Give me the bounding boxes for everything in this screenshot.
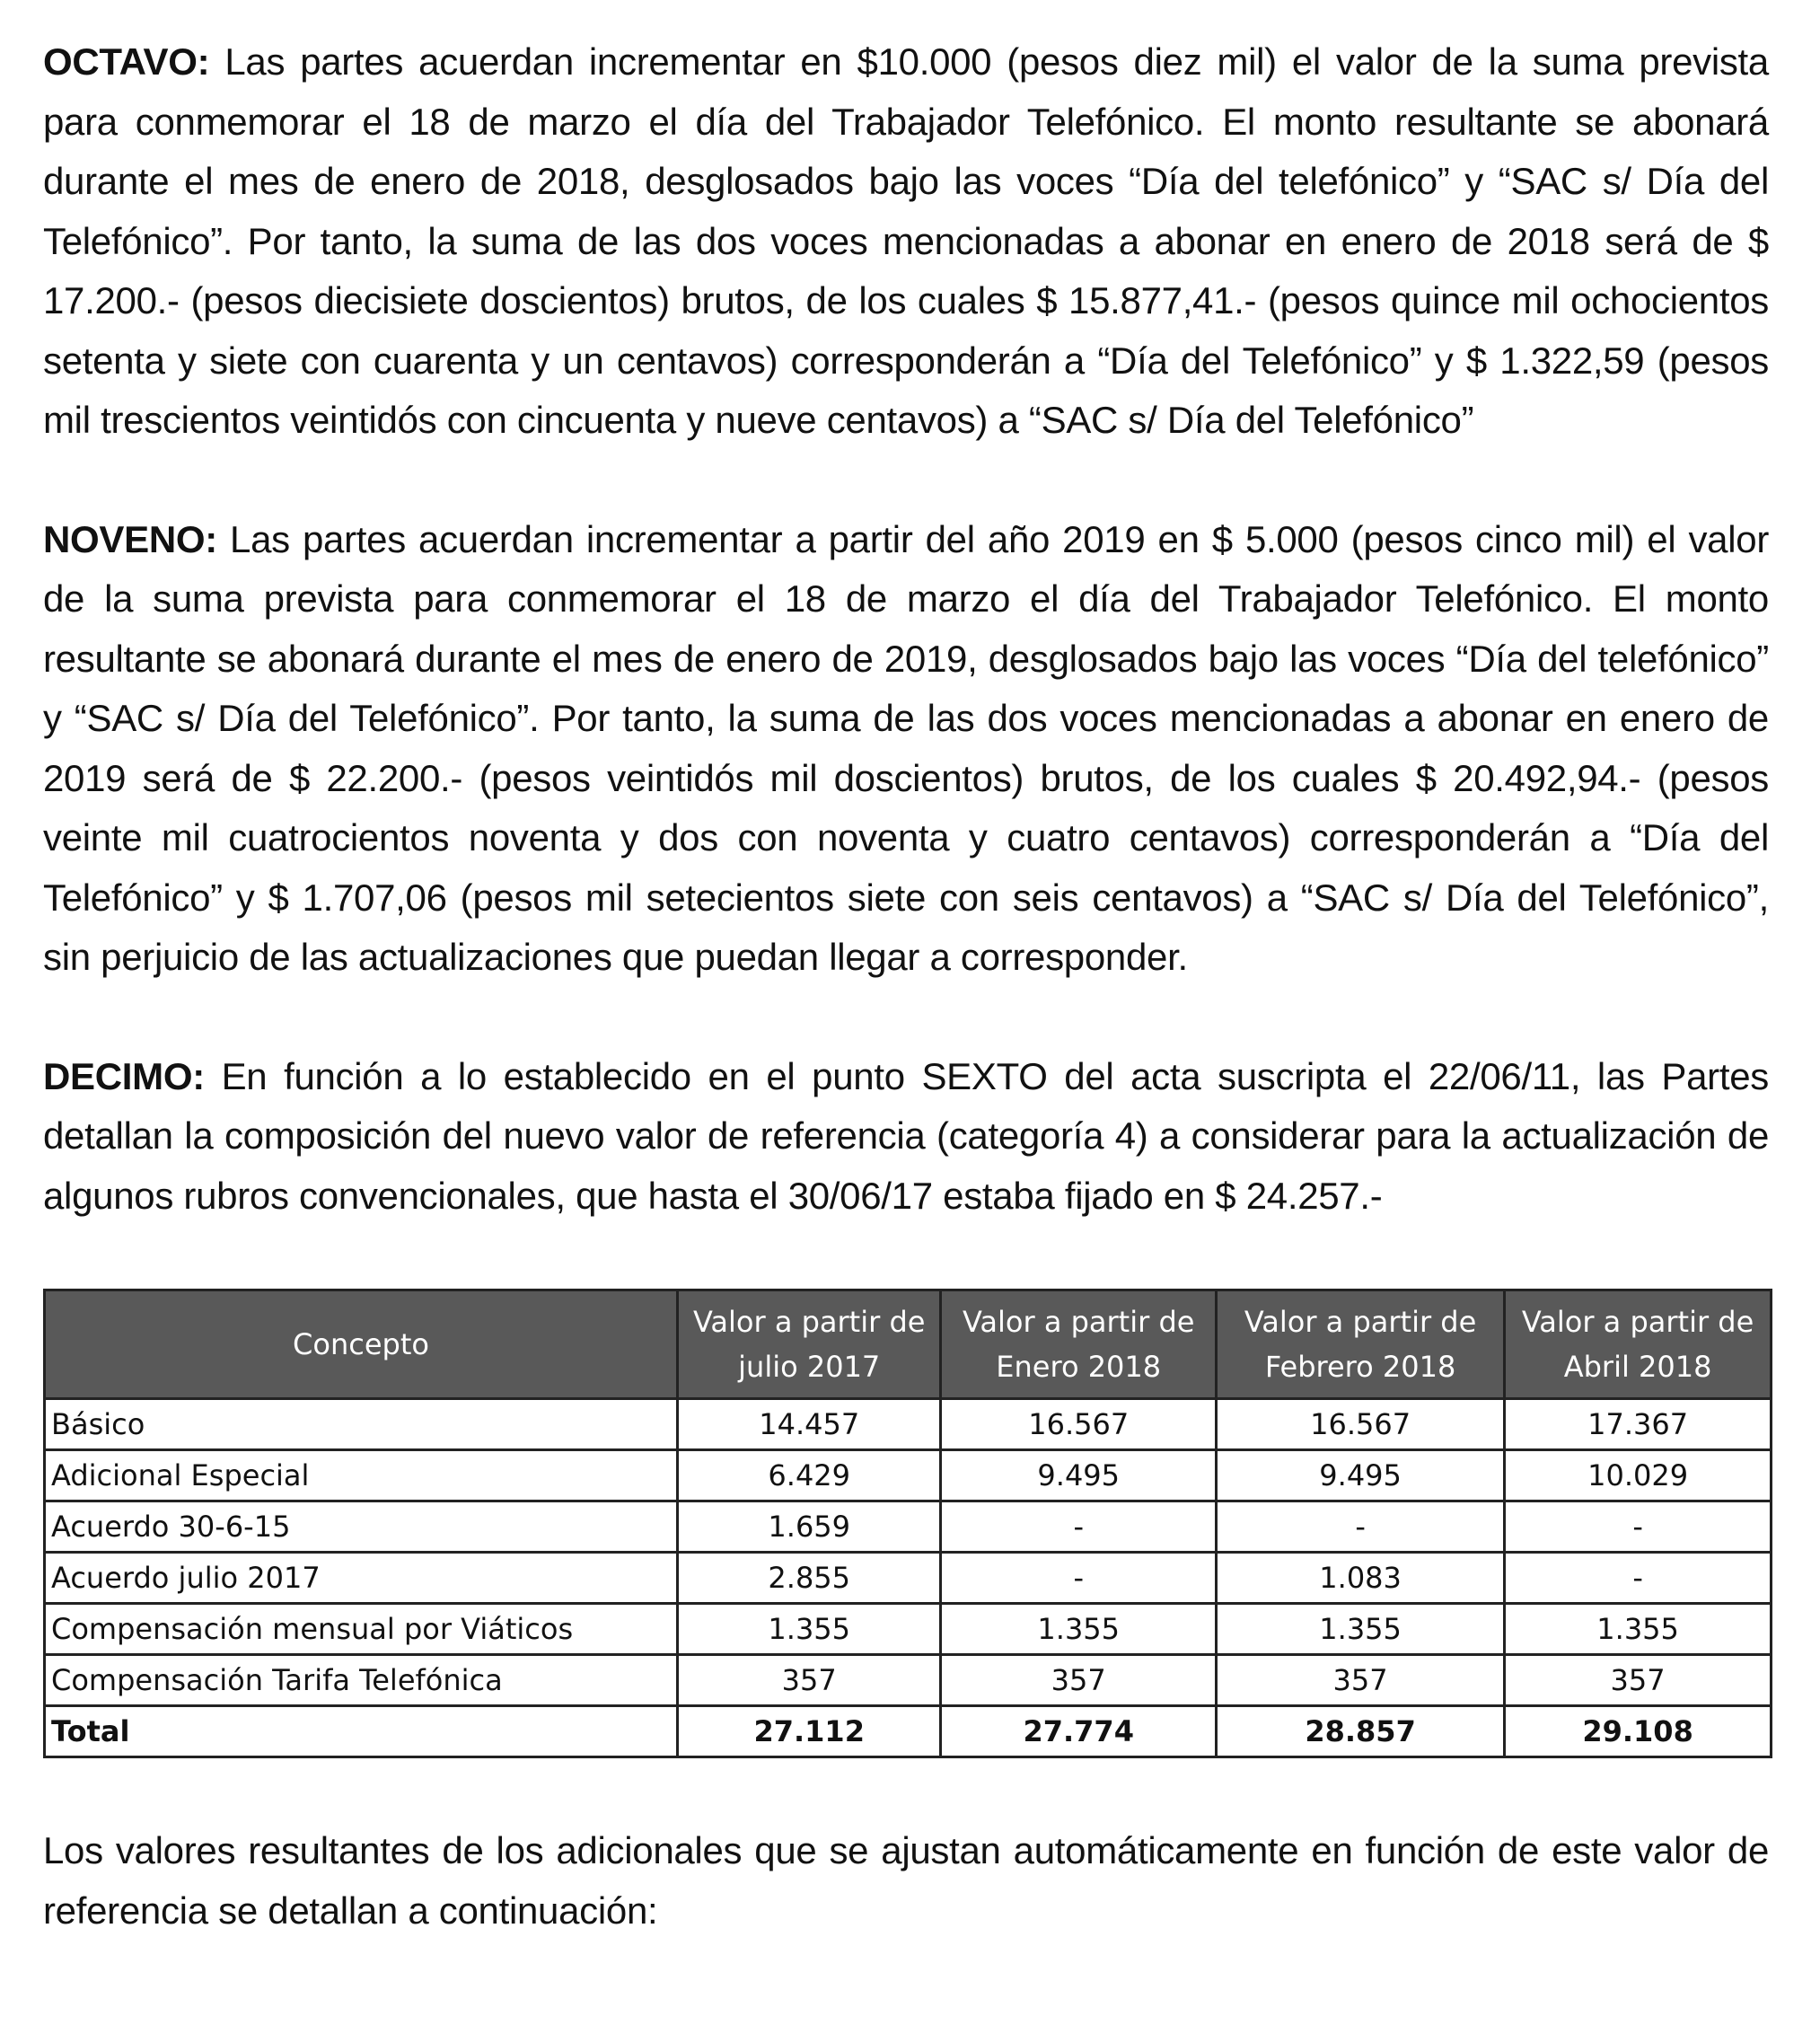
row-value: 357	[1505, 1655, 1772, 1706]
total-label: Total	[45, 1706, 678, 1757]
row-value: 1.355	[1505, 1604, 1772, 1655]
header-enero-2018: Valor a partir de Enero 2018	[941, 1290, 1217, 1399]
noveno-text: Las partes acuerdan incrementar a partir del año 2019 en $ 5.000 (pesos cinco mil) el valor de la suma prevista para conmemorar el 18 de marzo el día del Trabajador Telefónico. El monto resultante se abonará durante el mes de enero de 2019, desglosados bajo las voces “Día del telefónico” y “SAC s/ Día del Telefónico”. Por tanto, la suma de las dos voces mencionadas a abonar en enero de 2019 será de $ 22.200.- (pesos veintidós mil doscientos) brutos, de los cuales $ 20.492,94.- (pesos veinte mil cuatrocientos noventa y dos con noventa y cuatro centavos) corresponderán a “Día del Telefónico” y $ 1.707,06 (pesos mil setecientos siete con seis centavos) a “SAC s/ Día del Telefónico”, sin perjuicio de las actualizaciones que puedan llegar a corresponder.	[43, 517, 1769, 978]
table-row	[45, 1604, 1772, 1655]
paragraph-noveno	[43, 510, 1769, 988]
octavo-heading: OCTAVO:	[43, 40, 210, 83]
row-value: 9.495	[1217, 1450, 1505, 1501]
row-value: 1.355	[1217, 1604, 1505, 1655]
header-febrero-2018: Valor a partir de Febrero 2018	[1217, 1290, 1505, 1399]
row-value: 1.355	[941, 1604, 1217, 1655]
row-concept: Acuerdo julio 2017	[45, 1553, 678, 1604]
noveno-heading: NOVENO:	[43, 517, 217, 560]
row-value: 6.429	[678, 1450, 941, 1501]
row-value: 1.083	[1217, 1553, 1505, 1604]
row-value: -	[1217, 1501, 1505, 1553]
row-value: 357	[678, 1655, 941, 1706]
row-value: 16.567	[941, 1399, 1217, 1450]
row-value: 17.367	[1505, 1399, 1772, 1450]
row-concept: Adicional Especial	[45, 1450, 678, 1501]
document-page	[43, 32, 1769, 1941]
row-value: -	[1505, 1553, 1772, 1604]
row-value: -	[941, 1501, 1217, 1553]
reference-value-table	[43, 1289, 1772, 1758]
row-value: 9.495	[941, 1450, 1217, 1501]
total-value: 27.112	[678, 1706, 941, 1757]
octavo-text: Las partes acuerdan incrementar en $10.000 (pesos diez mil) el valor de la suma prevista para conmemorar el 18 de marzo el día del Trabajador Telefónico. El monto resultante se abonará durante el mes de enero de 2018, desglosados bajo las voces “Día del telefónico” y “SAC s/ Día del Telefónico”. Por tanto, la suma de las dos voces mencionadas a abonar en enero de 2018 será de $ 17.200.- (pesos diecisiete doscientos) brutos, de los cuales $ 15.877,41.- (pesos quince mil ochocientos setenta y siete con cuarenta y un centavos) corresponderán a “Día del Telefónico” y $ 1.322,59 (pesos mil trescientos veintidós con cincuenta y nueve centavos) a “SAC s/ Día del Telefónico”	[43, 40, 1769, 441]
row-value: -	[941, 1553, 1217, 1604]
paragraph-decimo	[43, 1047, 1769, 1227]
row-value: 1.355	[678, 1604, 941, 1655]
row-value: 2.855	[678, 1553, 941, 1604]
decimo-text: En función a lo establecido en el punto SEXTO del acta suscripta el 22/06/11, las Partes detallan la composición del nuevo valor de referencia (categoría 4) a considerar para la actualización de algunos rubros convencionales, que hasta el 30/06/17 estaba fijado en $ 24.257.-	[43, 1054, 1769, 1217]
row-value: 357	[1217, 1655, 1505, 1706]
table-row	[45, 1399, 1772, 1450]
header-concepto: Concepto	[45, 1290, 678, 1399]
table-row	[45, 1450, 1772, 1501]
table-row	[45, 1553, 1772, 1604]
row-concept: Básico	[45, 1399, 678, 1450]
row-concept: Compensación mensual por Viáticos	[45, 1604, 678, 1655]
table-row	[45, 1501, 1772, 1553]
paragraph-octavo	[43, 32, 1769, 451]
paragraph-closing: Los valores resultantes de los adicionales que se ajustan automáticamente en función de este valor de referencia se detallan a continuación:	[43, 1829, 1769, 1932]
row-value: 14.457	[678, 1399, 941, 1450]
table-header-row	[45, 1290, 1772, 1399]
table-row	[45, 1655, 1772, 1706]
total-value: 28.857	[1217, 1706, 1505, 1757]
row-value: -	[1505, 1501, 1772, 1553]
total-value: 27.774	[941, 1706, 1217, 1757]
row-concept: Acuerdo 30-6-15	[45, 1501, 678, 1553]
header-abril-2018: Valor a partir de Abril 2018	[1505, 1290, 1772, 1399]
row-concept: Compensación Tarifa Telefónica	[45, 1655, 678, 1706]
row-value: 10.029	[1505, 1450, 1772, 1501]
header-julio-2017: Valor a partir de julio 2017	[678, 1290, 941, 1399]
row-value: 1.659	[678, 1501, 941, 1553]
total-value: 29.108	[1505, 1706, 1772, 1757]
decimo-heading: DECIMO:	[43, 1054, 205, 1097]
row-value: 357	[941, 1655, 1217, 1706]
table-total-row	[45, 1706, 1772, 1757]
row-value: 16.567	[1217, 1399, 1505, 1450]
